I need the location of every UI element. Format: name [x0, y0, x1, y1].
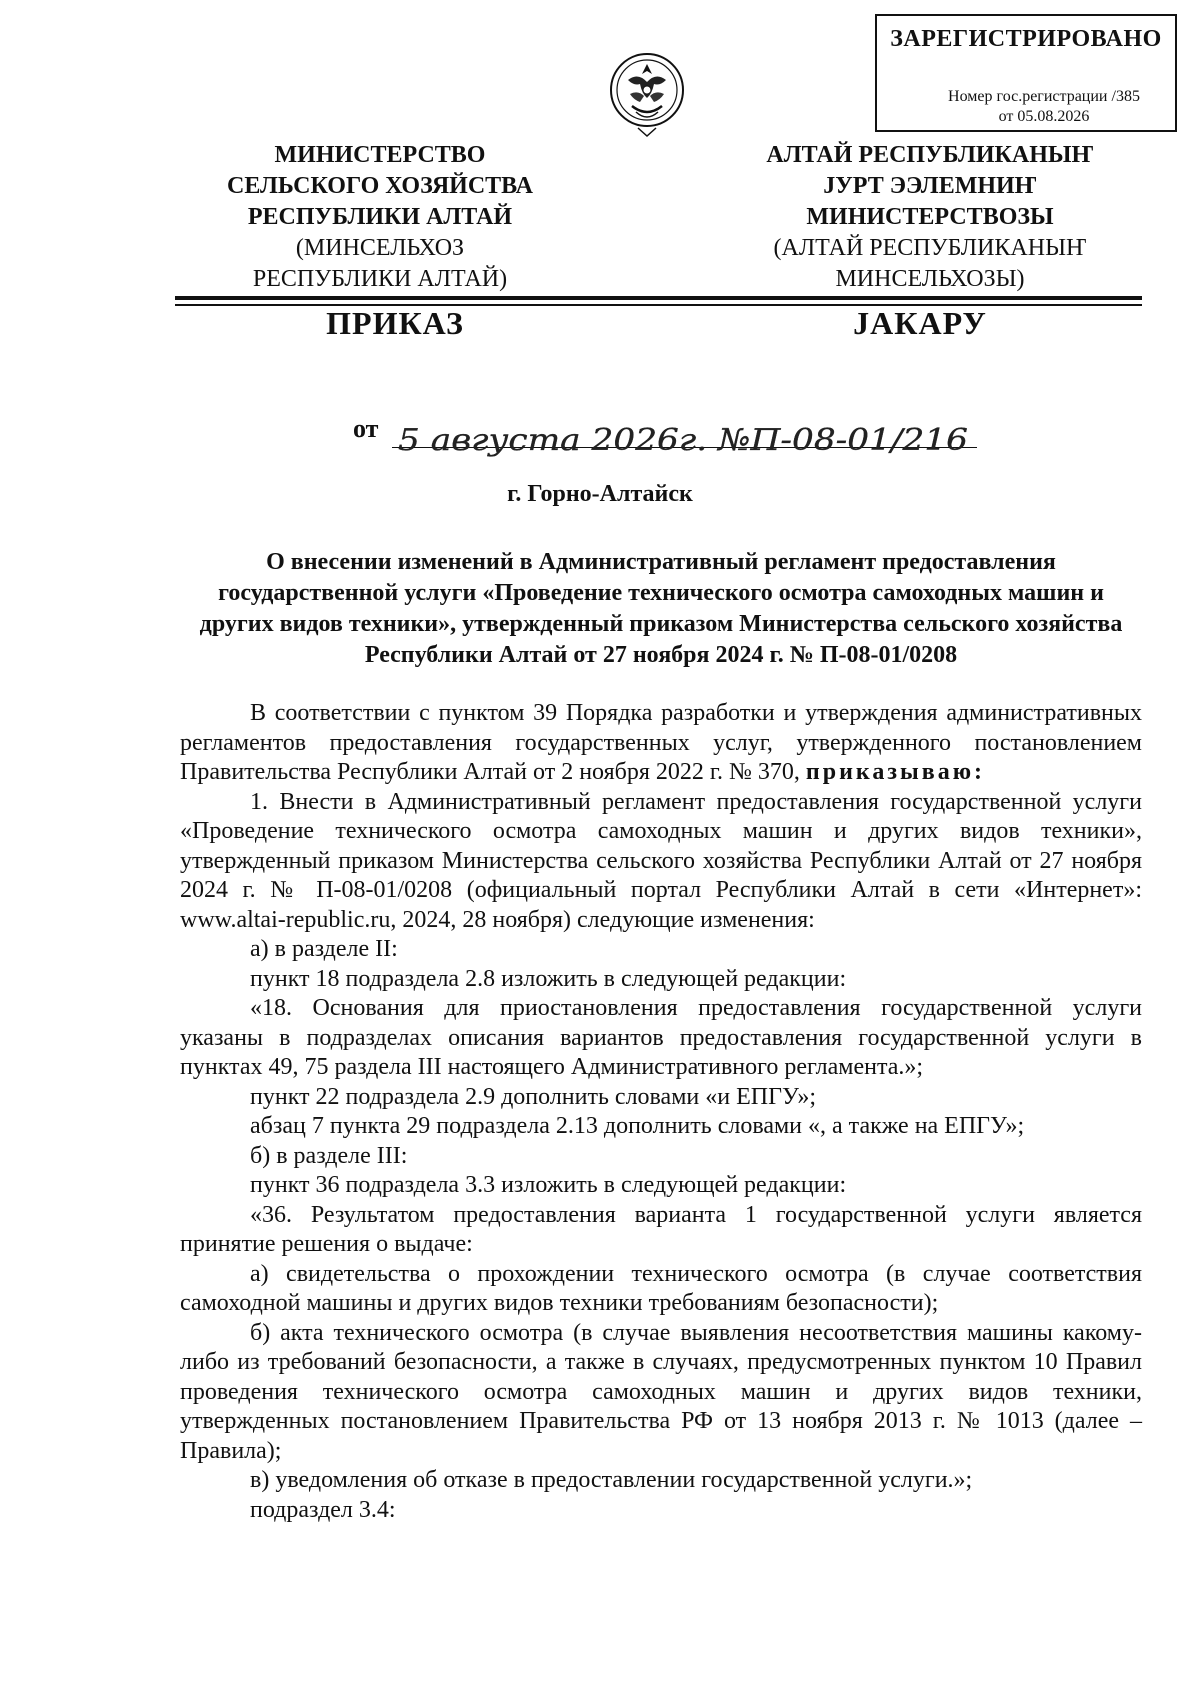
paragraph: пункт 18 подраздела 2.8 изложить в следующей редакции:	[250, 965, 847, 992]
left-header-line: (МИНСЕЛЬХОЗ	[295, 235, 465, 261]
order-verb: приказываю:	[805, 759, 986, 785]
paragraph: а) в разделе II:	[250, 936, 398, 962]
left-header-line: СЕЛЬСКОГО ХОЗЯЙСТВА	[226, 173, 534, 199]
stamp-registration-number: Номер гос.регистрации /385	[948, 88, 1140, 105]
city: г. Горно-Алтайск	[507, 481, 693, 507]
order-heading-altai: ЈАКАРУ	[853, 305, 987, 341]
coat-of-arms-emblem	[608, 50, 686, 142]
paragraph: б) в разделе III:	[250, 1142, 408, 1169]
paragraph-text: В соответствии с пунктом 39 Порядка разработки и утверждения административных регламентов предоставления государственных услуг, утвержденного постановлением Правительства Республики Алтай от 2 ноября 2022 г. № 370,	[180, 700, 1142, 785]
left-header-line: МИНИСТЕРСТВО	[274, 142, 486, 168]
handwritten-date-and-number	[392, 416, 982, 466]
paragraph: а) свидетельства о прохождении технического осмотра (в случае соответствия самоходной машины и других видов техники требованиям безопасности);	[180, 1260, 1142, 1316]
paragraph: абзац 7 пункта 29 подраздела 2.13 дополнить словами «, а также на ЕПГУ»;	[250, 1113, 1025, 1139]
paragraph: б) акта технического осмотра (в случае выявления несоответствия машины какому-либо из требований безопасности, а также в случаях, предусмотренных пунктом 10 Правил проведения технического осмотра самоходных машин и других видов техники, утвержденных постановлением Правительства РФ от 13 ноября 2013 г. № 1013 (далее – Правила);	[180, 1319, 1142, 1464]
ministry-name-russian	[180, 140, 580, 295]
ministry-name-altai	[720, 140, 1140, 295]
paragraph: пункт 22 подраздела 2.9 дополнить словами «и ЕПГУ»;	[250, 1083, 817, 1110]
stamp-title: ЗАРЕГИСТРИРОВАНО	[890, 26, 1162, 52]
document-body	[180, 699, 1142, 1525]
handwritten-date-text: 5 августа 2026г. №П-08-01/216	[398, 423, 968, 458]
right-header-line: ЈУРТ ЭЭЛЕМНИҤ	[823, 173, 1037, 199]
order-heading-russian: ПРИКАЗ	[326, 305, 464, 341]
paragraph: 1. Внести в Административный регламент предоставления государственной услуги «Проведение технического осмотра самоходных машин и других видов техники», утвержденный приказом Министерства сельского хозяйства Республики Алтай от 27 ноября 2024 г. № П-08-01/0208 (официальный портал Республики Алтай в сети «Интернет»: www.altai-republic.ru, 2024, 28 ноября) следующие изменения:	[180, 788, 1142, 933]
paragraph: в) уведомления об отказе в предоставлении государственной услуги.»;	[250, 1467, 973, 1493]
right-header-line: МИНИСТЕРСТВОЗЫ	[806, 204, 1054, 230]
registration-stamp	[875, 14, 1177, 132]
left-header-line: РЕСПУБЛИКИ АЛТАЙ)	[252, 266, 508, 292]
date-label: от	[353, 414, 379, 443]
left-header-line: РЕСПУБЛИКИ АЛТАЙ	[247, 204, 513, 230]
right-header-line: (АЛТАЙ РЕСПУБЛИКАНЫҤ	[773, 235, 1087, 261]
paragraph: пункт 36 подраздела 3.3 изложить в следующей редакции:	[250, 1172, 847, 1198]
paragraph	[180, 699, 1142, 788]
document-title: О внесении изменений в Административный регламент предоставления государственной услуги «Проведение технического осмотра самоходных машин и других видов техники», утвержденный приказом Министерства сельского хозяйства Республики Алтай от 27 ноября 2024 г. № П-08-01/0208	[199, 549, 1123, 668]
right-header-line: АЛТАЙ РЕСПУБЛИКАНЫҤ	[766, 142, 1094, 168]
paragraph: «36. Результатом предоставления варианта 1 государственной услуги является принятие решения о выдаче:	[180, 1201, 1142, 1257]
stamp-registration-date: от 05.08.2026	[998, 108, 1090, 125]
paragraph: «18. Основания для приостановления предоставления государственной услуги указаны в подразделах описания вариантов предоставления государственной услуги в пунктах 49, 75 раздела III настоящего Административного регламента.»;	[180, 995, 1142, 1080]
right-header-line: МИНСЕЛЬХОЗЫ)	[835, 266, 1025, 292]
paragraph: подраздел 3.4:	[250, 1496, 396, 1523]
